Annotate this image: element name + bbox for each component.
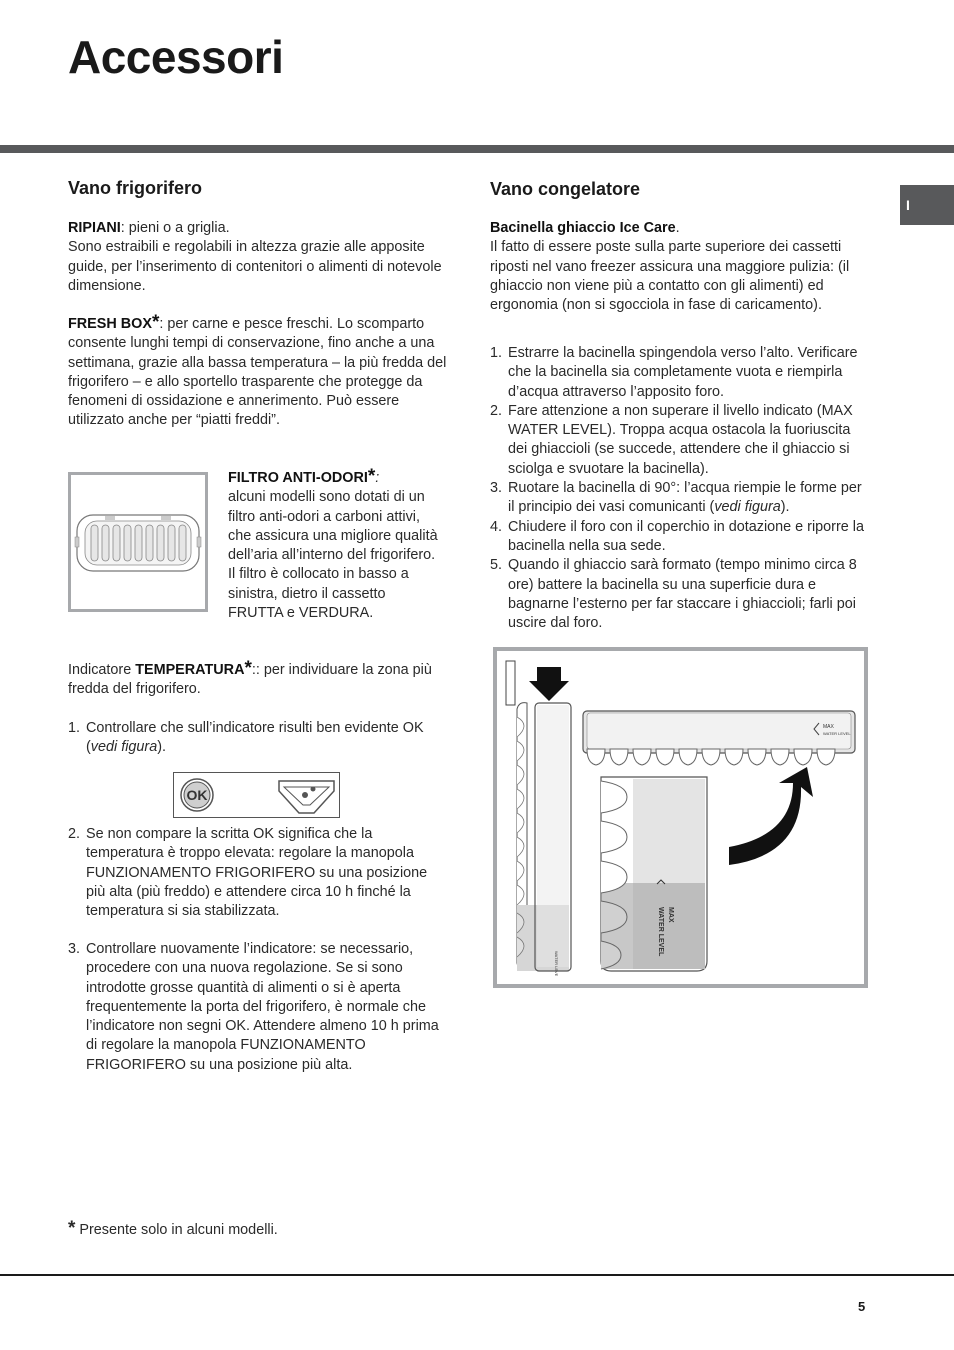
page-title: Accessori bbox=[68, 31, 284, 83]
ok-label: OK bbox=[186, 787, 208, 803]
list-item bbox=[490, 344, 868, 402]
ice-care-intro: Il fatto di essere poste sulla parte superiore dei cassetti riposti nel vano freezer assicura una maggiore pulizia: (il ghiaccio non viene più a contatto con gli alimenti) ed ergonomia (non si sgocciola in fase di caricamento). bbox=[490, 239, 850, 314]
ice-care-paragraph bbox=[490, 219, 868, 315]
step-number: 4. bbox=[490, 518, 503, 535]
ripiani-paragraph bbox=[68, 219, 448, 296]
filter-illustration bbox=[68, 472, 208, 612]
temp-step-1 bbox=[68, 719, 448, 758]
page-number: 5 bbox=[858, 1299, 866, 1314]
footnote bbox=[68, 1218, 278, 1239]
max-label-top: MAX bbox=[823, 724, 834, 730]
footnote-star: * bbox=[68, 1218, 76, 1239]
ice-care-title: Bacinella ghiaccio Ice Care bbox=[490, 220, 676, 236]
step-number: 3. bbox=[490, 480, 503, 497]
step-text: Controllare nuovamente l’indicatore: se necessario, procedere con una nuova regolazione. Se si sono introdotte grosse quantità di alimenti o si è aperta frequentemente la porta del frigorifero, è normale che l’indicatore non segni OK. Attendere almeno 10 h prima di regolare la manopola FUNZIONAMENTO FRIGORIFERO su una posizione più alta. bbox=[86, 941, 439, 1073]
step-text: Fare attenzione a non superare il livello indicato (MAX WATER LEVEL). Troppa acqua ostacola la fuoriuscita dei ghiaccioli (se succede, attendere che il ghiaccio si sciolga e svuotare la bacinella). bbox=[508, 402, 853, 477]
indicatore-body: :: per individuare la zona più fredda del frigorifero. bbox=[68, 662, 432, 698]
filtro-label: FILTRO ANTI-ODORI bbox=[228, 470, 368, 486]
ripiani-inline: : pieni o a griglia. bbox=[120, 220, 230, 236]
fresh-box-label: FRESH BOX bbox=[68, 316, 152, 332]
ok-indicator-drawing bbox=[174, 773, 339, 817]
step-number: 5. bbox=[490, 557, 503, 574]
bottom-divider bbox=[0, 1274, 954, 1276]
step-text: Estrarre la bacinella spingendola verso l’alto. Verificare che la bacinella sia completamente vuota e riempirla d’acqua attraverso l’apposito foro. bbox=[508, 345, 858, 400]
step-text: Chiudere il foro con il coperchio in dotazione e riporre la bacinella nella sua sede. bbox=[508, 518, 864, 554]
step-number: 2. bbox=[490, 402, 503, 419]
list-item bbox=[68, 719, 448, 758]
step-text: Controllare che sull’indicatore risulti ben evidente OK ( bbox=[86, 720, 424, 756]
filtro-star: * bbox=[367, 466, 376, 487]
step-italic: vedi figura bbox=[714, 499, 781, 516]
temp-step-2 bbox=[68, 825, 448, 921]
language-tab-label: I bbox=[906, 197, 910, 213]
top-divider bbox=[0, 145, 954, 153]
ice-care-title-end: . bbox=[675, 220, 680, 236]
filtro-body: alcuni modelli sono dotati di un filtro anti-odori a carboni attivi, che assicura una migliore qualità dell’aria all’interno del frigorifero. Il filtro è collocato in basso a sinistra, dietro il cassetto FRUTTA e VERDURA. bbox=[228, 489, 438, 622]
list-item bbox=[490, 479, 868, 518]
filter-drawing bbox=[71, 475, 205, 609]
water-level-bottom: WATER LEVEL bbox=[657, 907, 664, 957]
section-heading-fridge: Vano frigorifero bbox=[68, 178, 203, 198]
ripiani-label: RIPIANI bbox=[68, 220, 121, 236]
step-end: ). bbox=[780, 499, 790, 516]
temp-step-3 bbox=[68, 940, 448, 1075]
list-item bbox=[490, 556, 868, 633]
list-item bbox=[490, 402, 868, 479]
max-label-bottom: MAX bbox=[667, 907, 674, 923]
step-number: 3. bbox=[68, 941, 81, 957]
list-item bbox=[68, 825, 448, 921]
water-level-top: WATER LEVEL bbox=[823, 731, 851, 736]
filtro-colon: : bbox=[375, 470, 380, 486]
footnote-text: Presente solo in alcuni modelli. bbox=[75, 1222, 278, 1238]
step-text: Se non compare la scritta OK significa che la temperatura è troppo elevata: regolare la manopola FUNZIONAMENTO FRIGORIFERO su una posizione più alta (più freddo) e attendere circa 10 h finché la temperatura si sia stabilizzata. bbox=[86, 826, 428, 920]
step-text: Ruotare la bacinella di 90°: l’acqua riempie le forme per il principio dei vasi comunicanti ( bbox=[508, 480, 862, 516]
ice-steps bbox=[490, 344, 868, 633]
fresh-box-star: * bbox=[151, 312, 160, 333]
ice-tray-figure bbox=[493, 647, 868, 988]
filtro-paragraph bbox=[228, 466, 443, 623]
step-end: ). bbox=[157, 739, 166, 756]
max-water-small: WATER LEVEL bbox=[554, 951, 559, 976]
indicatore-label: TEMPERATURA bbox=[135, 662, 245, 678]
section-heading-freezer: Vano congelatore bbox=[490, 179, 641, 199]
fresh-box-paragraph bbox=[68, 312, 448, 431]
list-item bbox=[68, 940, 448, 1075]
step-number: 1. bbox=[68, 720, 81, 736]
step-number: 2. bbox=[68, 826, 81, 842]
ok-indicator-figure bbox=[173, 772, 340, 818]
step-number: 1. bbox=[490, 345, 503, 361]
step-text: Quando il ghiaccio sarà formato (tempo minimo circa 8 ore) battere la bacinella su una superficie dura e bagnarne l’esterno per far staccare i ghiaccioli; farli poi uscire dal foro. bbox=[508, 557, 857, 632]
step-italic: vedi figura bbox=[90, 739, 158, 756]
language-tab bbox=[900, 185, 954, 225]
indicatore-star: * bbox=[244, 658, 252, 679]
ice-tray-drawing bbox=[497, 651, 856, 976]
list-item bbox=[490, 518, 868, 557]
ripiani-body: Sono estraibili e regolabili in altezza grazie alle apposite guide, per l’inserimento di contenitori o alimenti di notevole dimensione. bbox=[68, 239, 442, 294]
indicatore-prefix: Indicatore bbox=[68, 662, 136, 678]
fresh-box-body: : per carne e pesce freschi. Lo scomparto consente lunghi tempi di conservazione, fino anche a una settimana, grazie alla bassa temperatura – la più fredda del frigorifero – e allo sportello trasparente che protegge da fenomeni di ossidazione e annerimento. Può essere utilizzato anche per “piatti freddi”. bbox=[68, 316, 447, 429]
indicatore-paragraph bbox=[68, 658, 448, 700]
